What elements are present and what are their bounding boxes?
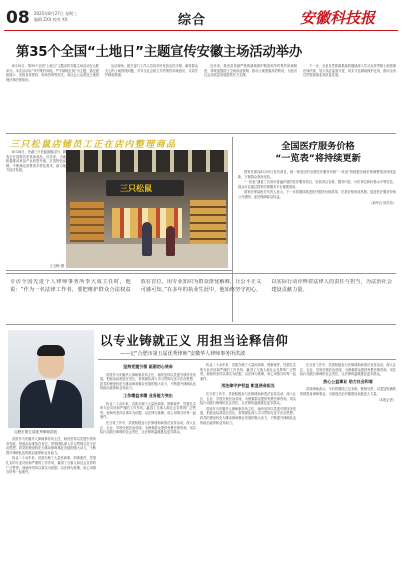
main-article-col-3 bbox=[204, 64, 297, 130]
feature-paragraph: 在日常工作中，洪波积极参与法律援助和普法宣传活动，深入社区、企业、学校开展法治讲座，为困难群众提供免费法律咨询，用实际行动践行律师的社会责任，让法律的温暖惠及更多群众。 bbox=[100, 420, 196, 435]
store-photo bbox=[66, 150, 228, 268]
portrait-caption: 合肥市第五届优秀律师洪波 bbox=[14, 430, 58, 434]
divider bbox=[98, 359, 396, 360]
header-rule bbox=[4, 30, 398, 31]
feature-paragraph: 洪波作为安徽华人律师事务所主任，始终坚持以党建引领所务发展，把政治标准放在首位，带领团队深入学习贯彻习近平法治思想，将党的理论转化为推动律师事业发展的强大动力，不断提升律师队伍的政治素养和业务能力。 bbox=[6, 437, 96, 455]
section-title: 综合 bbox=[178, 13, 207, 28]
feature-col-2 bbox=[100, 363, 196, 572]
shelf-left bbox=[70, 202, 104, 242]
main-article-col-4 bbox=[303, 64, 396, 130]
feature-col-3 bbox=[200, 363, 296, 572]
feature-paragraph: 在日常工作中，洪波积极参与法律援助和普法宣传活动，深入社区、企业、学校开展法治讲座，为困难群众提供免费法律咨询，用实际行动践行律师的社会责任，让法律的温暖惠及更多群众。 bbox=[200, 391, 296, 406]
main-paragraph: 近年来，我省坚持最严格的耕地保护制度和节约集约用地制度，持续加强国土空间用途管制，推动土地资源高效利用，为经济社会高质量发展提供有力支撑。 bbox=[204, 64, 297, 78]
shopper-figure bbox=[166, 226, 175, 256]
divider bbox=[6, 270, 232, 271]
photo-banner: 三只松鼠店铺员工正在店内整理商品 bbox=[10, 140, 177, 150]
quote-band bbox=[6, 273, 396, 325]
feature-paragraph: 洪波作为安徽华人律师事务所主任，始终坚持以党建引领所务发展，把政治标准放在首位，带领团队深入学习贯彻习近平法治思想，将党的理论转化为推动律师事业发展的强大动力，不断提升律师队伍的政治素养和业务能力。 bbox=[200, 406, 296, 425]
feature-headline: 以专业铸就正义 用担当诠释信仰 bbox=[100, 333, 289, 348]
shelf-right bbox=[190, 200, 226, 244]
side-paragraph: 国家医保局相关负责人表示，下一步将继续推进医疗服务价格改革，完善价格形成机制，促进医疗服务价格公开透明，更好保障群众权益。 bbox=[238, 190, 396, 199]
side-paragraph: 国家医保局8月25日发布消息，统一规范后的全国医疗服务价格“一览表”将根据各地价格调整情况持续更新，方便群众查询比较。 bbox=[238, 170, 396, 179]
feature-paragraph: 执业二十余年来，洪波办理了大量民商事、刑事案件，凭借扎实的专业功底和严谨的工作作风，赢得了当事人和社会各界的广泛赞誉。他始终坚持以事实为依据、以法律为准绳，用心用情办好每一起案件。 bbox=[100, 401, 196, 420]
shopper-figure bbox=[142, 222, 152, 256]
feature-subtitle: ——记“合肥市第五届优秀律师”安徽华人律师事务所洪波 bbox=[120, 351, 246, 357]
header-date: 2025年8月27日 星期三 bbox=[34, 11, 78, 16]
main-paragraph: 8月25日，第35个全国“土地日”主题宣传安徽主场活动在合肥举办。本次活动以“节约集约用地，严守耕地红线”为主题，通过展板展示、发放宣传资料、现场咨询等形式，向社会公众普及土地管理法律法规知识。 bbox=[6, 64, 99, 82]
main-article-col-2 bbox=[105, 64, 198, 130]
feature-credit: （本报记者） bbox=[376, 397, 396, 402]
main-headline: 第35个全国“土地日”主题宣传安徽主场活动举办 bbox=[16, 45, 303, 60]
side-paragraph: “一览表”涵盖了各省份普遍开展的医疗服务项目，包括项目名称、服务内容、计价单位和价格水平等信息，群众可以通过国家医保服务平台便捷查询。 bbox=[238, 180, 396, 189]
store-sign-text: 三只松鼠 bbox=[120, 184, 152, 193]
photo-credit: 王玉梅 摄 bbox=[49, 264, 64, 268]
divider bbox=[6, 133, 396, 134]
photo-caption: 8月26日，芜湖三只松鼠旗舰店内，顾客正在选购各类休闲食品。近年来，当地积极推动食品产业转型升级，打造特色品牌，不断满足消费者多样化需求，助力地方经济发展。 bbox=[6, 150, 66, 173]
feature-section-heading: 工作精益求精 业务能力突出 bbox=[123, 392, 173, 398]
feature-paragraph: 洪波作为安徽华人律师事务所主任，始终坚持以党建引领所务发展，把政治标准放在首位，带领团队深入学习贯彻习近平法治思想，将党的理论转化为推动律师事业发展的强大动力，不断提升律师队伍的政治素养和业务能力。 bbox=[100, 372, 196, 391]
page-header bbox=[0, 0, 402, 34]
feature-section-heading: 热心公益事业 助力社会和谐 bbox=[323, 378, 373, 384]
masthead-logo: 安徽科技报 bbox=[300, 9, 376, 27]
portrait-photo bbox=[8, 330, 94, 428]
header-editor: 编辑 ZXX 校对 XX bbox=[34, 17, 68, 22]
feature-section-heading: 用法律守护权益 彰显使命担当 bbox=[221, 383, 275, 389]
feature-paragraph: 执业二十余年来，洪波办理了大量民商事、刑事案件，凭借扎实的专业功底和严谨的工作作风，赢得了当事人和社会各界的广泛赞誉。他始终坚持以事实为依据、以法律为准绳，用心用情办好每一起案件。 bbox=[200, 363, 296, 381]
portrait-hair bbox=[37, 345, 65, 356]
feature-section-heading: 坚持党建引领 砥砺初心使命 bbox=[123, 364, 173, 369]
feature-col-4 bbox=[300, 363, 396, 572]
side-credit: （新华社 杨乐乐） bbox=[369, 200, 396, 205]
photo-caption-box bbox=[6, 150, 66, 268]
feature-paragraph: 执业二十余年来，洪波办理了大量民商事、刑事案件，凭借扎实的专业功底和严谨的工作作风，赢得了当事人和社会各界的广泛赞誉。他始终坚持以事实为依据、以法律为准绳，用心用情办好每一起案件。 bbox=[6, 456, 96, 475]
main-paragraph: 活动现场，相关部门工作人员向市民发放宣传手册，解答群众关心的土地管理问题，引导全社会树立节约集约用地意识，共同守护耕地资源。 bbox=[105, 64, 198, 78]
feature-paragraph: 洪波律师表示，今后将继续立足本职，勤勉尽责，以更加饱满的热情投身律师事业，为推进法治安徽建设贡献更大力量。 bbox=[300, 387, 396, 396]
feature-col-left bbox=[6, 437, 96, 572]
feature-paragraph: 在日常工作中，洪波积极参与法律援助和普法宣传活动，深入社区、企业、学校开展法治讲座，为困难群众提供免费法律咨询，用实际行动践行律师的社会责任，让法律的温暖惠及更多群众。 bbox=[300, 363, 396, 377]
main-article-col-1 bbox=[6, 64, 99, 130]
store-ceiling-lights bbox=[66, 150, 228, 172]
quote-text: 专访全国先进个人律师事务所李大成主任时，他说：“作为一名法律工作者，要把维护群众合法权益放在首位，用专业知识为群众排忧解难，让公平正义可感可知。”在多年的执业生涯中，他始终坚守初心，以实际行动诠释着法律人的责任与担当，为法治社会建设贡献力量。 bbox=[10, 279, 392, 293]
main-paragraph: 下一步，全省自然资源系统将继续深入学习宣传贯彻土地管理法律法规，加大执法监管力度，切实守住耕地保护红线，推动全省自然资源事业高质量发展。 bbox=[303, 64, 396, 78]
side-headline: 全国医疗服务价格 “一览表”将持续更新 bbox=[275, 141, 361, 164]
page-number: 08 bbox=[6, 8, 30, 28]
